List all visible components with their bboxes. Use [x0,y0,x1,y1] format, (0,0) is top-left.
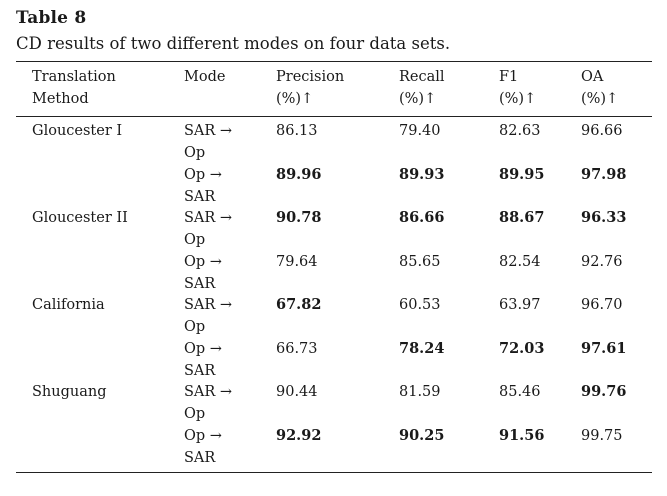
header-recall [399,66,445,110]
precision-value: 86.13 [276,123,318,139]
table-label: Table 8 [16,8,87,28]
header-recall-line2: (%)↑ [399,91,437,107]
header-f1-line1: F1 [499,69,519,85]
mode-cell [184,381,244,425]
top-rule [16,61,652,62]
method-cell: Shuguang [32,384,107,400]
recall-value: 81.59 [399,384,441,400]
method-cell: Gloucester II [32,210,128,226]
oa-value: 96.66 [581,123,623,139]
header-method-line2: Method [32,91,89,107]
f1-value: 91.56 [499,426,545,444]
method-cell: California [32,297,105,313]
mode-line2: SAR [184,275,216,292]
recall-value: 78.24 [399,339,445,357]
mode-cell [184,207,244,251]
f1-value: 82.63 [499,123,541,139]
mode-cell [184,294,244,338]
header-mode-label: Mode [184,69,226,85]
precision-value: 79.64 [276,253,318,270]
f1-value: 72.03 [499,339,545,357]
precision-value: 67.82 [276,296,322,313]
header-translation-method [32,66,172,110]
recall-value: 60.53 [399,297,441,313]
recall-value: 90.25 [399,426,445,444]
recall-value: 86.66 [399,209,445,226]
recall-value: 79.40 [399,123,441,139]
header-precision-line2: (%)↑ [276,91,314,107]
f1-value: 82.54 [499,253,541,270]
mode-cell [184,251,244,295]
mode-line1: Op → [184,427,222,444]
mode-line1: Op → [184,166,222,183]
mode-line2: SAR [184,188,216,205]
mode-line1: Op → [184,340,222,357]
recall-value: 89.93 [399,165,445,183]
mode-cell [184,425,244,469]
oa-value: 97.98 [581,165,627,183]
header-precision-line1: Precision [276,69,345,85]
oa-value: 99.76 [581,383,627,400]
oa-value: 96.70 [581,297,623,313]
precision-value: 66.73 [276,340,318,357]
precision-value: 89.96 [276,165,322,183]
mode-line1: SAR → [184,210,233,226]
header-mode [184,66,244,88]
bottom-rule [16,472,652,473]
mode-line2: Op [184,232,206,248]
f1-value: 85.46 [499,384,541,400]
header-recall-line1: Recall [399,69,445,85]
header-rule [16,116,652,117]
oa-value: 92.76 [581,253,623,270]
precision-value: 92.92 [276,426,322,444]
method-cell: Gloucester I [32,123,123,139]
mode-line2: SAR [184,362,216,379]
mode-line2: SAR [184,449,216,466]
table-caption: CD results of two different modes on four data sets. [16,34,451,53]
f1-value: 63.97 [499,297,541,313]
mode-cell [184,164,244,208]
mode-line2: Op [184,145,206,161]
mode-line2: Op [184,319,206,335]
header-f1 [499,66,536,110]
recall-value: 85.65 [399,253,441,270]
header-method-line1: Translation [32,69,116,85]
header-oa-line1: OA [581,69,604,85]
mode-line1: SAR → [184,297,233,313]
f1-value: 89.95 [499,165,545,183]
precision-value: 90.44 [276,384,318,400]
header-precision [276,66,344,110]
precision-value: 90.78 [276,209,322,226]
mode-line1: SAR → [184,123,233,139]
oa-value: 97.61 [581,339,627,357]
oa-value: 99.75 [581,427,623,444]
mode-line2: Op [184,406,206,422]
mode-line1: SAR → [184,384,233,400]
header-f1-line2: (%)↑ [499,91,537,107]
mode-cell [184,338,244,382]
header-oa-line2: (%)↑ [581,91,619,107]
header-oa [581,66,618,110]
oa-value: 96.33 [581,209,627,226]
mode-cell [184,120,244,164]
mode-line1: Op → [184,253,222,270]
f1-value: 88.67 [499,209,545,226]
